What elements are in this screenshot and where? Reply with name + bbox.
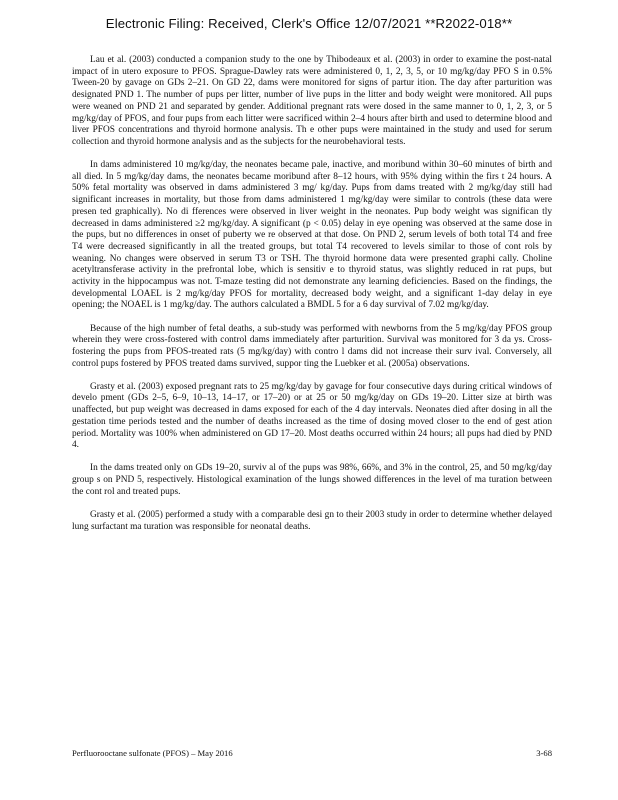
paragraph-dose-results: In dams administered 10 mg/kg/day, the neonates became pale, inactive, and moribund within 30–60 minutes of birth and all died. In 5 mg/kg/day dams, the neonates became moribund after 8–12 hours, with 95% dying within the firs t 24 hours. A 50% fetal mortality was observed in dams administered 3 mg/ kg/day. Pups from dams treated with 2 mg/kg/day still had significant increases in mortality, but those from dams administered 1 mg/kg/day were similar to controls (these data were presen ted graphically). No di fferences were observed in liver weight in the neonates. Pup body weight was significan tly decreased in dams administered ≥2 mg/kg/day. A significant (p < 0.05) delay in eye opening was observed at the same dose in the pups, but no differences in onset of puberty we re observed at that dose. On PND 2, serum levels of both total T4 and free T4 were decreased significantly in all the treated groups, but total T4 recovered to levels similar to those of cont rols by weaning. No changes were observed in serum T3 or TSH. The thyroid hormone data were presented graphi cally. Choline acetyltransferase activity in the prefrontal lobe, which is sensitiv e to thyroid status, was slightly reduced in rat pups, but activity in the hippocampus was not. T-maze testing did not demonstrate any learning deficiencies. Based on the findings, the developmental LOAEL is 2 mg/kg/day PFOS for mortality, decreased body weight, and a significant 1-day delay in eye opening; the NOAEL is 1 mg/kg/day. The authors calculated a BMDL 5 for a 6 day survival of 7.02 mg/kg/day. [72, 160, 552, 311]
paragraph-gd19-20-survival: In the dams treated only on GDs 19–20, surviv al of the pups was 98%, 66%, and 3% in the control, 25, and 50 mg/kg/day group s on PND 5, respectively. Histological examination of the lungs showed differences in the level of ma turation between the cont rol and treated pups. [72, 463, 552, 497]
paragraph-cross-fostering: Because of the high number of fetal deaths, a sub-study was performed with newborns from the 5 mg/kg/day PFOS group wherein they were cross-fostered with control dams immediately after parturition. Survival was monitored for 3 da ys. Cross-fostering the pups from PFOS-treated rats (5 mg/kg/day) with contro l dams did not increase their surv ival. Conversely, all control pups fostered by PFOS treated dams survived, suppor ting the Luebker et al. (2005a) observations. [72, 323, 552, 369]
footer-page-number: 3-68 [536, 748, 552, 758]
paragraph-grasty-2003: Grasty et al. (2003) exposed pregnant rats to 25 mg/kg/day by gavage for four consecutive days during critical windows of develo pment (GDs 2–5, 6–9, 10–13, 14–17, or 17–20) or at 25 or 50 mg/kg/day on GDs 19–20. Litter size at birth was unaffected, but pup weight was decreased in dams exposed for each of the 4 day intervals. Neonates died after dosing in all the gestation time periods tested and the number of deaths increased as the time of dosing moved closer to the end of gest ation period. Mortality was 100% when administered on GD 17–20. Most deaths occurred within 24 hours; all pups had died by PND 4. [72, 381, 552, 451]
filing-header: Electronic Filing: Received, Clerk's Office 12/07/2021 **R2022-018** [105, 16, 513, 31]
footer-document-title: Perfluorooctane sulfonate (PFOS) – May 2016 [72, 748, 233, 758]
document-body [72, 55, 552, 545]
paragraph-lau-2003: Lau et al. (2003) conducted a companion study to the one by Thibodeaux et al. (2003) in order to examine the post-natal impact of in utero exposure to PFOS. Sprague-Dawley rats were administered 0, 1, 2, 3, 5, or 10 mg/kg/day PFO S in 0.5% Tween-20 by gavage on GDs 2–21. On GD 22, dams were monitored for signs of partur ition. The day after parturition was designated PND 1. The number of pups per litter, number of live pups in the litter and body weight were monitored. All pups were weaned on PND 21 and separated by gender. Additional pregnant rats were dosed in the same manner to 0, 1, 2, 3, or 5 mg/kg/day of PFOS, and four pups from each litter were sacrificed within 2–4 hours after birth and used to determine blood and liver PFOS concentrations and thyroid hormone analysis. Th e other pups were maintained in the study and used for serum collection and thyroid hormone analysis and as the subjects for the neurobehavioral tests. [72, 55, 552, 147]
paragraph-grasty-2005: Grasty et al. (2005) performed a study with a comparable desi gn to their 2003 study in order to determine whether delayed lung surfactant ma turation was responsible for neonatal deaths. [72, 509, 552, 532]
